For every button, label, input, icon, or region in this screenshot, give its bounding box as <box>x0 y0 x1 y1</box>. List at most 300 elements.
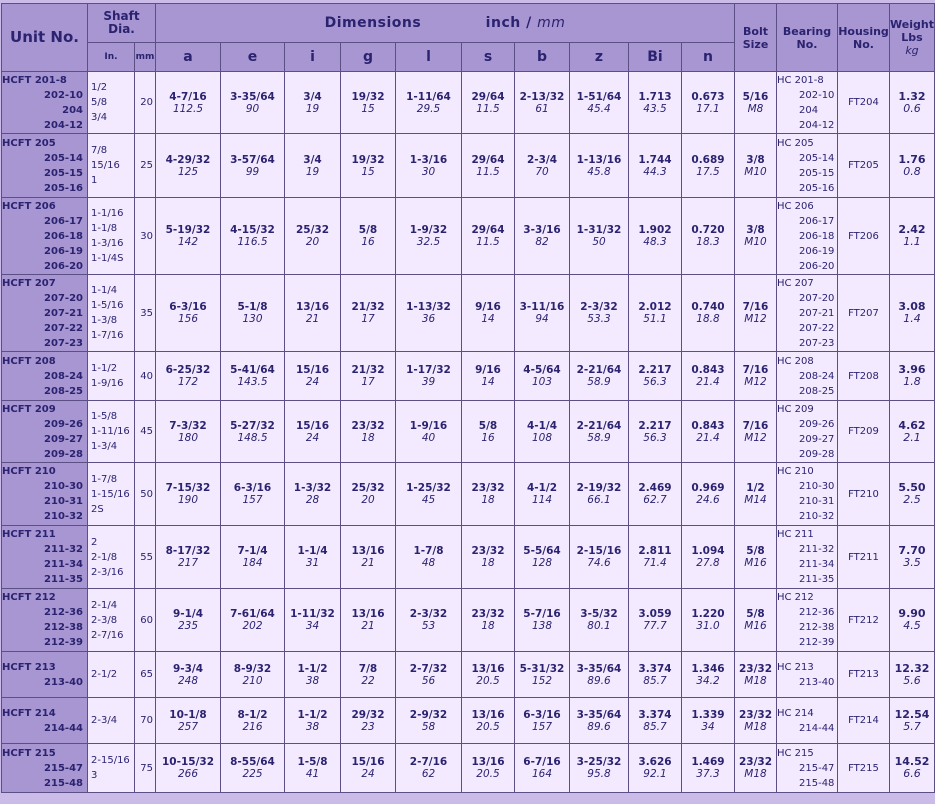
inch-value: 1-13/16 <box>576 153 622 166</box>
metric-value: 85.7 <box>643 720 667 733</box>
metric-value: 90 <box>245 102 260 115</box>
housing-no-cell: FT208 <box>838 352 890 401</box>
dim-cell <box>462 72 515 134</box>
dim-cell <box>629 72 682 134</box>
line-1: 202-10 <box>799 89 835 101</box>
inch-value: 7/16 <box>742 301 769 313</box>
inch-value: 0.720 <box>691 224 725 236</box>
inch-value: 3-57/64 <box>230 153 275 166</box>
inch-value: 6-3/16 <box>169 301 207 313</box>
header-shaft-in: In. <box>88 43 135 72</box>
dim-cell <box>570 401 629 463</box>
inch-value: 1-17/32 <box>406 364 451 376</box>
inch-value: 15/16 <box>295 419 330 432</box>
inch-value: 1-11/64 <box>406 90 451 103</box>
metric-value: 43.5 <box>643 102 667 115</box>
line-4: 207-23 <box>799 337 835 349</box>
dim-cell <box>570 352 629 401</box>
metric-value: 34.2 <box>696 674 720 687</box>
shaft-inch-cell <box>88 652 135 698</box>
weight-lbs: 1.76 <box>898 152 926 166</box>
inch-value: 1-9/16 <box>409 419 448 432</box>
inch-value: 2-21/64 <box>576 364 622 376</box>
line-3: 1-3/8 <box>91 315 118 326</box>
dim-cell <box>221 352 285 401</box>
metric-value: 184 <box>242 557 263 569</box>
dim-cell <box>156 652 221 698</box>
metric-value: 56 <box>421 674 436 687</box>
bolt-size-cell <box>735 463 777 526</box>
inch-value: 1-5/8 <box>297 756 328 768</box>
shaft-mm-cell <box>135 698 156 744</box>
inch-value: 2.217 <box>638 419 672 432</box>
table-body <box>2 72 935 793</box>
shaft-mm-cell <box>135 401 156 463</box>
metric-value: M18 <box>744 768 767 780</box>
line-2: 209-27 <box>44 433 83 445</box>
inch-value: 4-29/32 <box>165 153 211 166</box>
line-0: 75 <box>140 762 153 774</box>
bolt-size-cell <box>735 698 777 744</box>
inch-value: 3.626 <box>638 756 672 768</box>
dim-cell <box>221 652 285 698</box>
inch-value: 23/32 <box>738 708 773 721</box>
line-0: 30 <box>140 230 153 242</box>
metric-value: 31 <box>305 557 320 569</box>
weight-kg: 1.4 <box>903 312 921 325</box>
dim-cell <box>570 72 629 134</box>
inch-value: 2-21/64 <box>576 419 622 432</box>
line-2: 209-27 <box>799 433 835 445</box>
line-1: 209-26 <box>799 418 835 430</box>
dim-cell <box>156 352 221 401</box>
metric-value: 114 <box>531 494 553 506</box>
unit-no-cell <box>2 744 88 793</box>
line-1: 210-30 <box>44 481 83 492</box>
dim-cell <box>570 744 629 793</box>
bolt-size-cell <box>735 352 777 401</box>
inch-value: 15/16 <box>351 756 385 768</box>
line-1: 1-1/16 <box>91 208 124 219</box>
inch-value: 29/64 <box>471 90 505 103</box>
weight-kg: 2.5 <box>903 493 921 506</box>
line-3: 207-22 <box>799 322 835 334</box>
metric-value: 62 <box>421 768 436 780</box>
line-2: 15/16 <box>91 160 120 171</box>
dim-cell <box>156 72 221 134</box>
inch-value: 2.811 <box>638 545 672 557</box>
metric-value: 34 <box>701 720 715 733</box>
header-dim-s: s <box>462 43 515 72</box>
metric-value: 18 <box>481 557 495 569</box>
dim-cell <box>462 401 515 463</box>
metric-value: 31.0 <box>696 620 720 632</box>
line-1: 210-30 <box>799 481 835 492</box>
header-dim-a: a <box>156 43 221 72</box>
line-3: 1-3/4 <box>91 441 118 452</box>
metric-value: 38 <box>305 674 320 687</box>
line-0: HC 208 <box>777 355 814 367</box>
housing-no-cell: FT206 <box>838 198 890 275</box>
line-0: HC 211 <box>777 529 814 540</box>
dim-cell <box>462 275 515 352</box>
inch-value: 13/16 <box>471 756 505 768</box>
bearing-no-cell <box>777 134 838 198</box>
line-1: 214-44 <box>799 722 835 734</box>
inch-value: 8-9/32 <box>233 662 272 675</box>
bearing-no-cell <box>777 401 838 463</box>
bolt-line2: Size <box>742 37 769 51</box>
line-0: HCFT 205 <box>2 137 56 149</box>
line-3: 2-3/16 <box>91 566 124 578</box>
metric-value: 23 <box>361 720 375 733</box>
dim-cell <box>396 401 462 463</box>
inch-value: 5-27/32 <box>230 419 275 432</box>
line-1: 1-7/8 <box>91 473 118 485</box>
inch-value: 8-17/32 <box>165 545 211 557</box>
inch-value: 3-35/64 <box>230 90 275 103</box>
dim-cell <box>341 589 396 652</box>
metric-value: 180 <box>177 431 199 444</box>
inch-value: 7-61/64 <box>230 608 275 620</box>
line-0: HCFT 215 <box>2 747 56 759</box>
weight-kg: 6.6 <box>903 767 921 780</box>
metric-value: 40 <box>421 431 436 444</box>
metric-value: 36 <box>421 313 436 325</box>
inch-value: 7/16 <box>742 364 769 376</box>
dim-cell <box>682 198 735 275</box>
metric-value: 74.6 <box>587 557 611 569</box>
metric-value: 19 <box>305 165 320 178</box>
metric-value: 58.9 <box>587 431 611 444</box>
inch-value: 2-15/16 <box>576 545 622 557</box>
line-0: HCFT 213 <box>2 661 56 673</box>
metric-value: 18 <box>481 620 495 632</box>
line-0: 65 <box>140 669 153 680</box>
metric-value: 45.8 <box>587 165 611 178</box>
weight-lbs: 12.32 <box>894 661 930 675</box>
inch-value: 1.346 <box>691 662 725 675</box>
bolt-size-cell <box>735 652 777 698</box>
line-3: 206-19 <box>799 245 835 257</box>
metric-value: 18 <box>361 431 375 444</box>
inch-value: 2.012 <box>638 301 672 313</box>
dimensions-unit-mm: mm <box>537 14 566 31</box>
metric-value: 92.1 <box>643 768 667 780</box>
line-4: 1-1/4S <box>91 253 124 264</box>
inch-value: 4-1/2 <box>526 482 558 494</box>
dim-cell <box>285 589 341 652</box>
bearing-no-cell <box>777 744 838 793</box>
unit-no-cell <box>2 698 88 744</box>
unit-no-cell <box>2 352 88 401</box>
metric-value: 257 <box>177 720 199 733</box>
metric-value: 24 <box>305 431 320 444</box>
weight-line1: Weight <box>890 18 934 31</box>
housing-no-cell: FT207 <box>838 275 890 352</box>
weight-cell <box>890 352 935 401</box>
dim-cell <box>285 744 341 793</box>
line-2: 211-34 <box>799 559 835 570</box>
housing-line2: No. <box>853 37 874 51</box>
line-1: 2-1/4 <box>91 599 118 611</box>
dim-cell <box>515 72 570 134</box>
header-unit-no: Unit No. <box>2 4 88 72</box>
weight-cell <box>890 134 935 198</box>
metric-value: 210 <box>242 674 263 687</box>
table-row <box>2 72 935 134</box>
unit-no-cell <box>2 198 88 275</box>
metric-value: 44.3 <box>643 165 667 178</box>
dim-cell <box>221 744 285 793</box>
metric-value: 148.5 <box>237 431 268 444</box>
dim-cell <box>682 72 735 134</box>
dim-cell <box>285 352 341 401</box>
dim-cell <box>285 526 341 589</box>
metric-value: 82 <box>535 236 549 248</box>
dim-cell <box>221 589 285 652</box>
line-2: 215-48 <box>799 777 835 789</box>
weight-kg: 5.7 <box>903 719 921 733</box>
inch-value: 1.713 <box>638 90 672 103</box>
line-0: HC 207 <box>777 277 814 289</box>
line-3: 210-32 <box>799 511 835 522</box>
inch-value: 23/32 <box>351 419 385 432</box>
dim-cell <box>396 744 462 793</box>
inch-value: 1-1/2 <box>297 662 328 675</box>
inch-value: 2-7/32 <box>409 662 448 675</box>
metric-value: 18.8 <box>696 313 720 325</box>
dim-cell <box>156 198 221 275</box>
dim-cell <box>221 134 285 198</box>
dim-cell <box>221 698 285 744</box>
weight-cell <box>890 526 935 589</box>
inch-value: 5-7/16 <box>523 608 561 620</box>
dim-cell <box>462 198 515 275</box>
inch-value: 3/8 <box>746 224 765 236</box>
dim-cell <box>515 198 570 275</box>
header-dim-l: l <box>396 43 462 72</box>
line-0: HC 214 <box>777 707 814 719</box>
metric-value: M12 <box>744 313 767 325</box>
dim-cell <box>515 652 570 698</box>
metric-value: M16 <box>744 557 767 569</box>
inch-value: 21/32 <box>351 364 385 376</box>
line-2: 210-31 <box>44 496 83 507</box>
metric-value: 14 <box>481 313 495 325</box>
line-0: HC 215 <box>777 747 814 759</box>
line-2: 207-21 <box>44 307 83 319</box>
metric-value: 216 <box>242 720 263 733</box>
table-row <box>2 401 935 463</box>
dim-cell <box>515 352 570 401</box>
metric-value: 108 <box>531 431 553 444</box>
shaft-inch-cell <box>88 72 135 134</box>
line-1: 208-24 <box>44 370 83 382</box>
metric-value: 77.7 <box>643 620 667 632</box>
line-2: 1-15/16 <box>91 488 130 500</box>
dim-cell <box>156 134 221 198</box>
metric-value: 172 <box>177 376 199 388</box>
header-housing-no <box>838 4 890 72</box>
inch-value: 0.673 <box>691 90 725 103</box>
inch-value: 1-9/32 <box>409 224 448 236</box>
table-row <box>2 589 935 652</box>
inch-value: 29/64 <box>471 224 505 236</box>
unit-no-cell <box>2 275 88 352</box>
line-0: HCFT 206 <box>2 200 56 212</box>
dim-cell <box>396 589 462 652</box>
metric-value: 152 <box>531 674 553 687</box>
inch-value: 19/32 <box>351 90 385 103</box>
metric-value: 21.4 <box>696 376 720 388</box>
shaft-inch-cell <box>88 744 135 793</box>
shaft-inch-cell <box>88 134 135 198</box>
dimensions-unit-separator: / <box>526 14 532 31</box>
dim-cell <box>515 698 570 744</box>
line-2: 208-25 <box>44 385 83 397</box>
line-3: 205-16 <box>44 182 83 194</box>
line-3: 210-32 <box>44 511 83 522</box>
housing-no-cell: FT204 <box>838 72 890 134</box>
dim-cell <box>462 698 515 744</box>
dim-cell <box>682 275 735 352</box>
line-1: 1-5/8 <box>91 411 118 422</box>
metric-value: 32.5 <box>416 236 441 248</box>
metric-value: 56.3 <box>643 431 667 444</box>
dim-cell <box>221 275 285 352</box>
inch-value: 5/8 <box>358 224 378 236</box>
unit-no-cell <box>2 589 88 652</box>
line-1: 205-14 <box>799 152 835 164</box>
dim-cell <box>285 463 341 526</box>
shaft-mm-cell <box>135 134 156 198</box>
line-1: 2-15/16 <box>91 755 130 766</box>
dim-cell <box>396 698 462 744</box>
line-3: 209-28 <box>44 448 83 460</box>
bearing-no-cell <box>777 352 838 401</box>
dim-cell <box>570 463 629 526</box>
metric-value: M10 <box>744 236 767 248</box>
inch-value: 3-25/32 <box>576 756 622 768</box>
line-1: 211-32 <box>799 544 835 555</box>
line-0: HCFT 212 <box>2 592 56 603</box>
line-2: 1-1/8 <box>91 223 118 234</box>
line-4: 206-20 <box>44 260 83 272</box>
table-row <box>2 198 935 275</box>
line-1: 207-20 <box>44 292 83 304</box>
weight-kg: 0.8 <box>903 164 921 178</box>
line-1: 202-10 <box>44 89 83 101</box>
inch-value: 10-1/8 <box>169 708 207 721</box>
weight-cell <box>890 198 935 275</box>
metric-value: 16 <box>361 236 375 248</box>
inch-value: 9/16 <box>475 364 501 376</box>
metric-value: 66.1 <box>587 494 611 506</box>
line-0: 45 <box>140 426 153 437</box>
header-shaft-dia: Shaft Dia. <box>88 4 156 43</box>
line-1: 212-36 <box>44 607 83 618</box>
bolt-size-cell <box>735 275 777 352</box>
line-3: 212-39 <box>799 637 835 648</box>
inch-value: 4-5/64 <box>523 364 561 376</box>
inch-value: 4-7/16 <box>169 90 207 103</box>
inch-value: 3.374 <box>638 662 672 675</box>
metric-value: 53 <box>421 620 436 632</box>
shaft-mm-cell <box>135 352 156 401</box>
line-2: 212-38 <box>799 622 835 633</box>
metric-value: 138 <box>531 620 553 632</box>
weight-cell <box>890 275 935 352</box>
weight-line3: kg <box>905 44 919 57</box>
bearing-no-cell <box>777 652 838 698</box>
line-4: 207-23 <box>44 337 83 349</box>
inch-value: 7-1/4 <box>237 545 268 557</box>
inch-value: 2-19/32 <box>576 482 622 494</box>
dim-cell <box>462 463 515 526</box>
line-0: HCFT 211 <box>2 529 56 540</box>
line-1: 212-36 <box>799 607 835 618</box>
metric-value: 48 <box>421 557 436 569</box>
inch-value: 5-1/8 <box>237 301 268 313</box>
header-dim-z: z <box>570 43 629 72</box>
shaft-inch-cell <box>88 352 135 401</box>
dim-cell <box>629 275 682 352</box>
line-2: 210-31 <box>799 496 835 507</box>
dim-cell <box>682 134 735 198</box>
table-header <box>2 4 935 72</box>
inch-value: 0.740 <box>691 301 725 313</box>
dim-cell <box>682 526 735 589</box>
weight-lbs: 5.50 <box>898 481 926 494</box>
unit-no-cell <box>2 463 88 526</box>
shaft-inch-cell <box>88 275 135 352</box>
dim-cell <box>341 134 396 198</box>
inch-value: 4-1/4 <box>526 419 558 432</box>
inch-value: 2-7/16 <box>409 756 448 768</box>
bolt-line1: Bolt <box>743 24 768 38</box>
dim-cell <box>341 198 396 275</box>
metric-value: 190 <box>177 494 199 506</box>
inch-value: 2.469 <box>638 482 672 494</box>
line-0: 50 <box>140 488 153 500</box>
inch-value: 0.843 <box>691 419 725 432</box>
weight-cell <box>890 652 935 698</box>
line-2: 215-48 <box>44 777 83 789</box>
metric-value: 128 <box>531 557 553 569</box>
housing-no-cell: FT213 <box>838 652 890 698</box>
inch-value: 1/2 <box>746 482 765 494</box>
inch-value: 13/16 <box>351 608 385 620</box>
line-3: 211-35 <box>799 574 835 585</box>
inch-value: 6-3/16 <box>523 708 561 721</box>
line-1: 211-32 <box>44 544 83 555</box>
inch-value: 25/32 <box>295 224 330 236</box>
metric-value: 21.4 <box>696 431 720 444</box>
metric-value: 24 <box>305 376 320 388</box>
metric-value: 70 <box>535 165 549 178</box>
metric-value: 56.3 <box>643 376 667 388</box>
bolt-size-cell <box>735 401 777 463</box>
metric-value: 22 <box>361 674 375 687</box>
dim-cell <box>570 652 629 698</box>
dim-cell <box>341 463 396 526</box>
metric-value: 112.5 <box>172 102 204 115</box>
line-1: 206-17 <box>799 215 835 227</box>
inch-value: 3-5/32 <box>580 608 618 620</box>
line-2: 1-9/16 <box>91 378 124 389</box>
bolt-size-cell <box>735 589 777 652</box>
